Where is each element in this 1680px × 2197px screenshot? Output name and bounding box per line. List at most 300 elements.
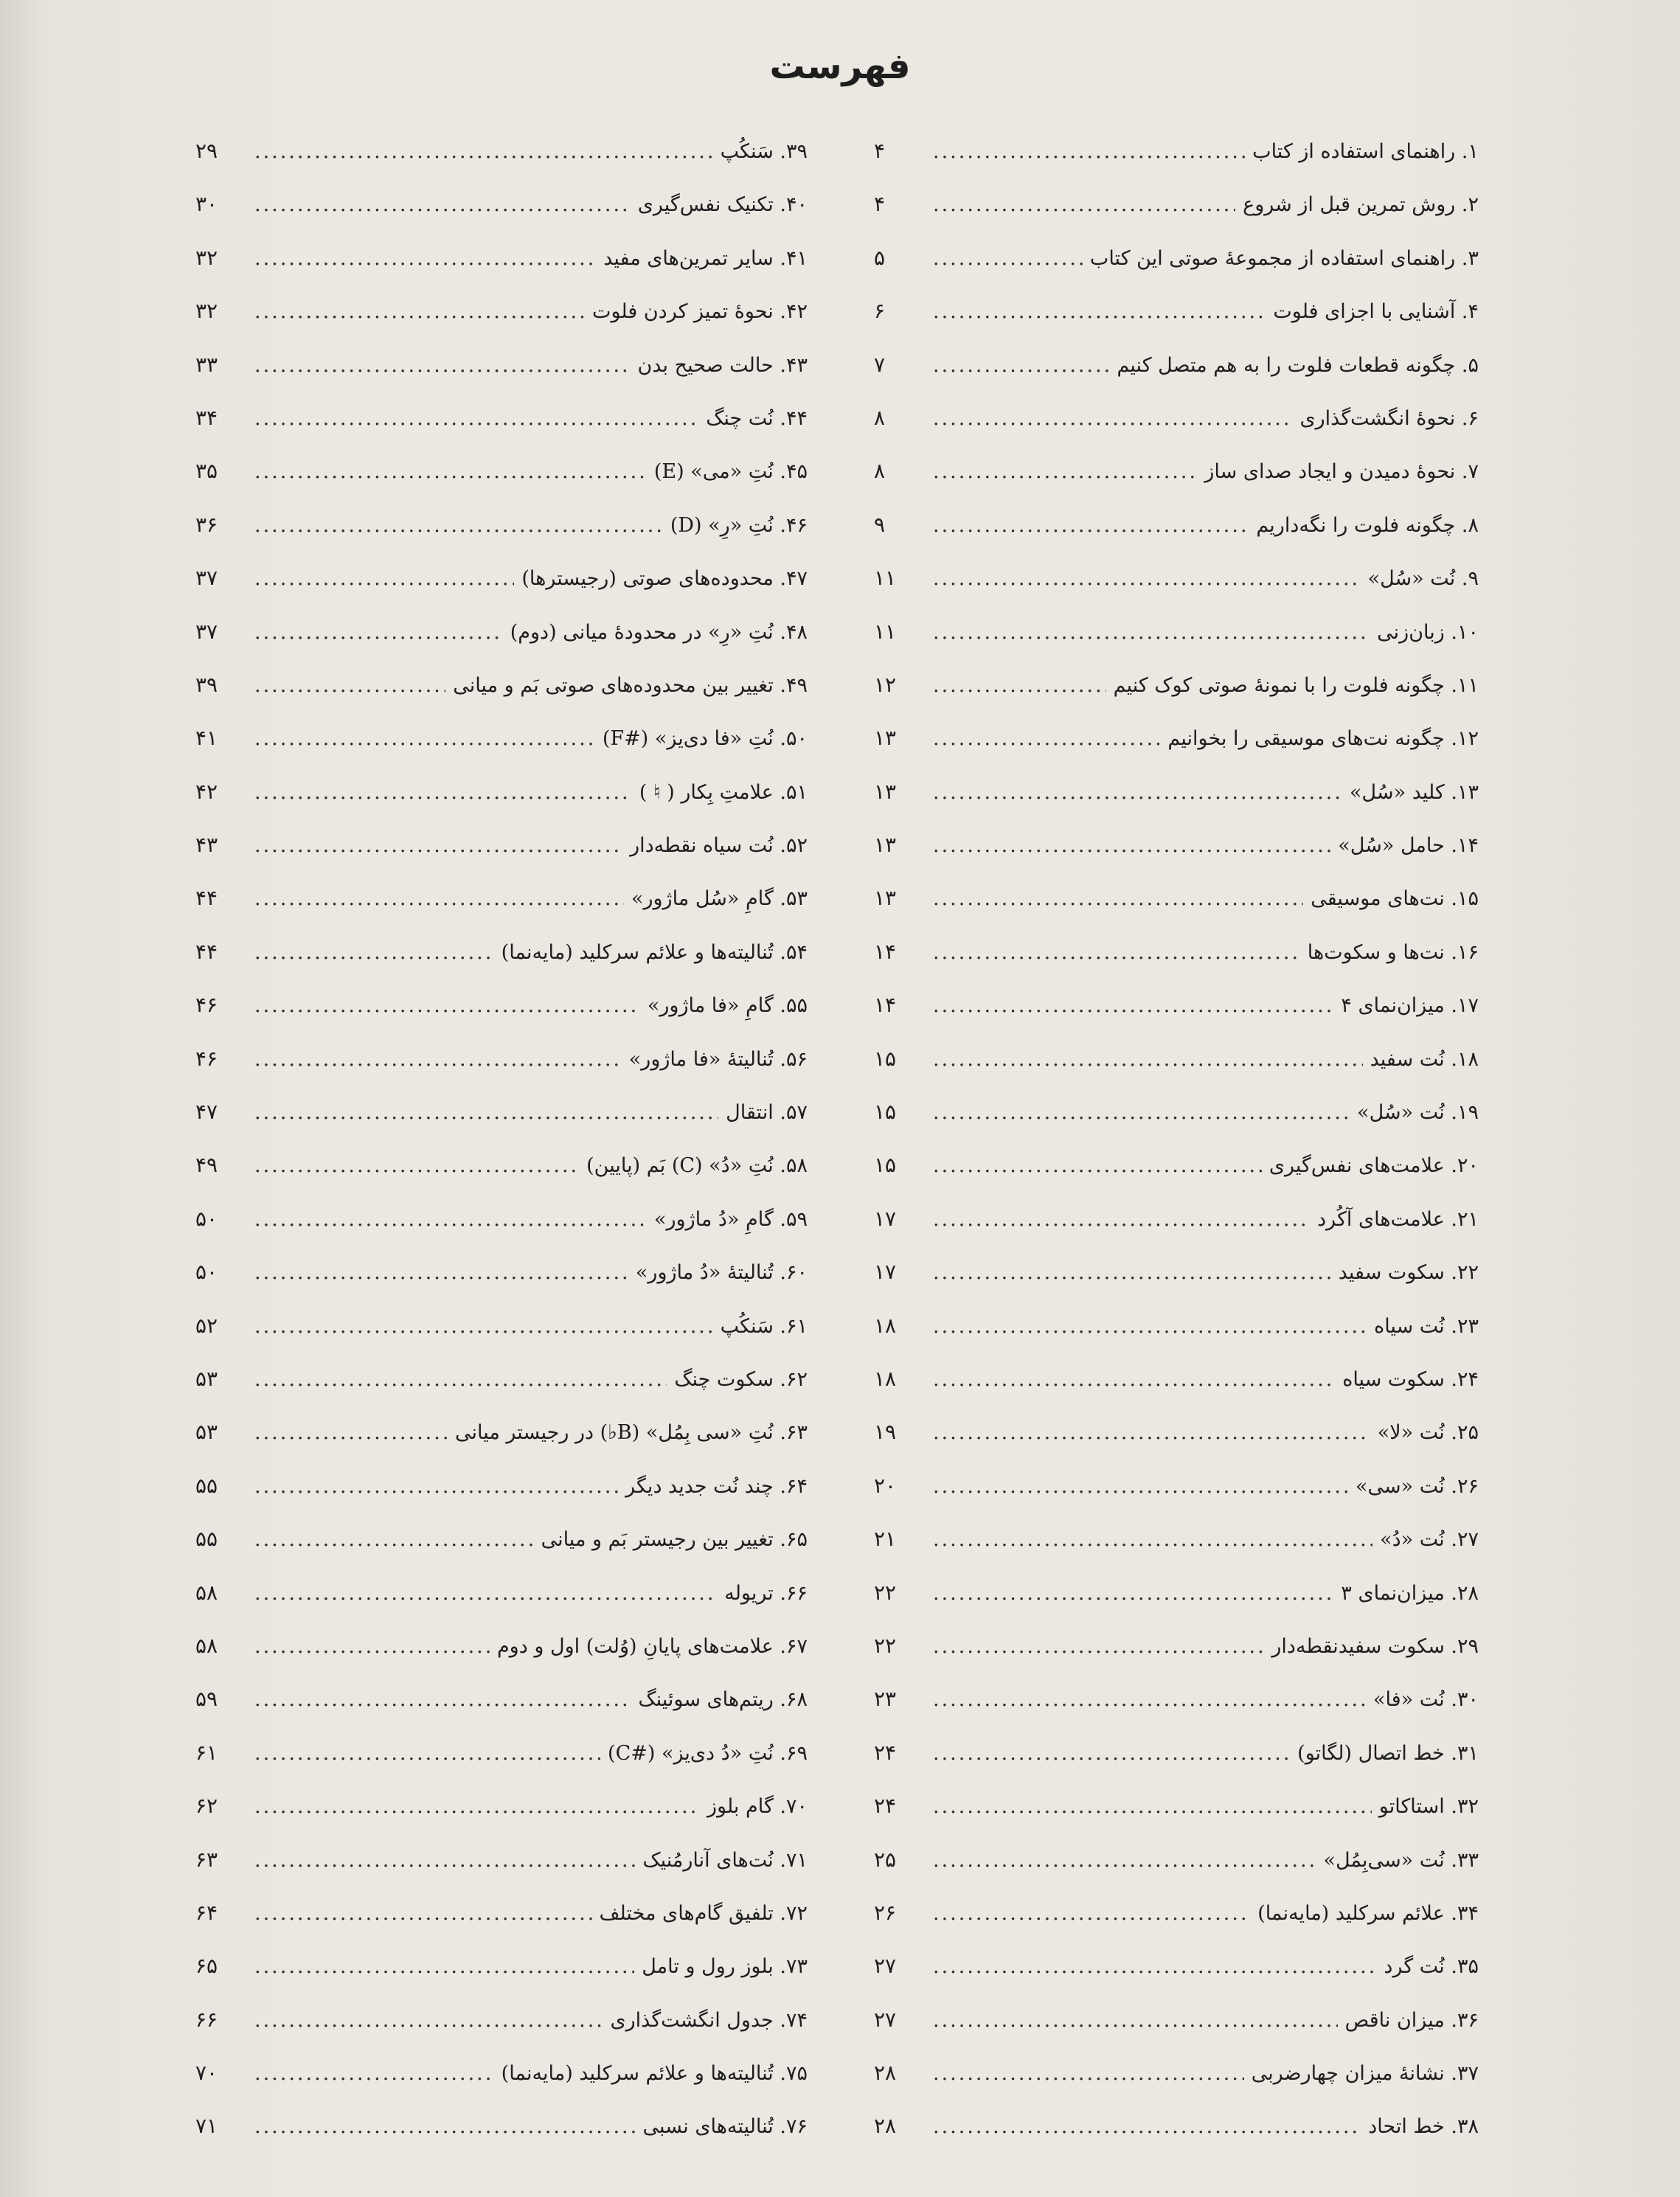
dot-leader xyxy=(254,514,663,537)
toc-entry xyxy=(195,1687,808,1740)
toc-entry xyxy=(195,1420,808,1473)
toc-entry-title: ۳۵. نُت گرد xyxy=(1384,1955,1479,1979)
toc-entry-title: ۶۱. سَنکُپ xyxy=(720,1314,808,1338)
toc-entry-page: ۳۲ xyxy=(195,299,218,324)
dot-leader xyxy=(254,1688,631,1711)
toc-entry-title: ۸. چگونه فلوت را نگه‌داریم xyxy=(1256,513,1479,537)
toc-entry-page: ۳۷ xyxy=(195,566,218,591)
toc-entry xyxy=(195,139,808,192)
dot-leader xyxy=(933,941,1300,964)
dot-leader xyxy=(254,193,631,216)
toc-entry xyxy=(874,1100,1479,1153)
dot-leader xyxy=(933,887,1303,910)
toc-entry-page: ۴۲ xyxy=(195,779,218,804)
toc-entry xyxy=(874,513,1479,566)
dot-leader xyxy=(254,567,514,590)
toc-entry-title: ۵۹. گامِ «دُ ماژور» xyxy=(653,1207,808,1231)
toc-entry xyxy=(874,1474,1479,1527)
toc-entry-page: ۴۶ xyxy=(195,1046,218,1071)
dot-leader xyxy=(933,727,1160,750)
toc-entry-page: ۶۱ xyxy=(195,1740,218,1765)
toc-entry xyxy=(195,1740,808,1794)
toc-entry-page: ۵۵ xyxy=(195,1527,218,1552)
dot-leader xyxy=(254,1261,628,1284)
toc-entry xyxy=(874,299,1479,352)
toc-entry-page: ۲۹ xyxy=(195,139,218,163)
toc-entry-page: ۱۱ xyxy=(874,619,897,644)
toc-entry-page: ۲۲ xyxy=(874,1633,897,1658)
dot-leader xyxy=(254,1475,618,1498)
toc-entry xyxy=(195,940,808,993)
toc-entry xyxy=(195,1527,808,1580)
toc-entry-title: ۱۹. نُت «سُل» xyxy=(1357,1101,1479,1125)
toc-entry xyxy=(195,1153,808,1206)
toc-entry-title: ۶۶. تریوله xyxy=(724,1581,808,1605)
toc-entry xyxy=(874,1634,1479,1687)
toc-entry-page: ۲۴ xyxy=(874,1740,897,1765)
toc-entry-title: ۷۲. تلفیق گام‌های مختلف xyxy=(599,1901,808,1925)
toc-entry-title: ۵۵. گامِ «فا ماژور» xyxy=(647,994,808,1018)
toc-entry xyxy=(195,1260,808,1313)
toc-entry-title: ۷۵. تُنالیته‌ها و علائم سرکلید (مایه‌نما) xyxy=(501,2062,808,2086)
dot-leader xyxy=(254,1742,600,1765)
toc-entry-page: ۴۴ xyxy=(195,939,218,964)
toc-entry xyxy=(874,192,1479,245)
toc-entry-title: ۷۴. جدول انگشت‌گذاری xyxy=(610,2008,808,2032)
toc-entry-title: ۲۶. نُت «سی» xyxy=(1356,1474,1479,1498)
toc-entry-page: ۱۵ xyxy=(874,1100,897,1125)
dot-leader xyxy=(933,1475,1348,1498)
toc-entry xyxy=(874,1740,1479,1794)
dot-leader xyxy=(254,1048,622,1071)
dot-leader xyxy=(933,1849,1316,1872)
toc-entry-title: ۴۴. نُت چنگ xyxy=(706,406,808,430)
toc-entry-title: ۲۱. علامت‌های آکُرد xyxy=(1317,1207,1479,1231)
toc-entry-page: ۲۸ xyxy=(874,2061,897,2086)
toc-entry-page: ۷۰ xyxy=(195,2061,218,2086)
toc-entry-page: ۱۴ xyxy=(874,993,897,1018)
toc-entry xyxy=(874,1527,1479,1580)
toc-entry-title: ۷۱. نُت‌های آنارمُنیک xyxy=(642,1848,808,1872)
toc-entry-title: ۶۴. چند نُت جدید دیگر xyxy=(625,1474,808,1498)
toc-entry xyxy=(874,566,1479,619)
toc-entry xyxy=(195,1100,808,1153)
toc-entry-title: ۱۶. نت‌ها و سکوت‌ها xyxy=(1307,940,1479,964)
toc-entry-title: ۴۳. حالت صحیح بدن xyxy=(637,353,808,377)
toc-entry-page: ۲۷ xyxy=(874,2007,897,2032)
toc-entry xyxy=(874,1047,1479,1100)
dot-leader xyxy=(933,407,1292,430)
toc-entry-page: ۲۱ xyxy=(874,1527,897,1552)
toc-entry-page: ۲۸ xyxy=(874,2114,897,2139)
toc-entry-title: ۳۰. نُت «فا» xyxy=(1373,1688,1479,1712)
dot-leader xyxy=(933,354,1109,377)
toc-entry-page: ۶ xyxy=(874,299,886,324)
dot-leader xyxy=(933,1742,1290,1765)
dot-leader xyxy=(933,834,1330,857)
toc-entry-page: ۱۳ xyxy=(874,886,897,911)
toc-entry-title: ۳۴. علائم سرکلید (مایه‌نما) xyxy=(1257,1901,1479,1925)
dot-leader xyxy=(254,727,595,750)
dot-leader xyxy=(933,460,1197,483)
toc-entry xyxy=(874,886,1479,939)
dot-leader xyxy=(933,1261,1331,1284)
toc-entry xyxy=(195,1847,808,1901)
toc-entry-title: ۱۳. کلید «سُل» xyxy=(1350,780,1479,804)
toc-entry-page: ۲۴ xyxy=(874,1794,897,1819)
dot-leader xyxy=(254,2009,603,2032)
toc-entry-title: ۶۷. علامت‌های پایانِ (وُلت) اول و دوم xyxy=(496,1634,808,1658)
toc-entry-title: ۲. روش تمرین قبل از شروع xyxy=(1243,193,1479,217)
dot-leader xyxy=(254,781,632,804)
dot-leader xyxy=(254,1528,534,1551)
toc-left-column xyxy=(195,139,808,2168)
dot-leader xyxy=(933,247,1083,270)
toc-entry-page: ۵۰ xyxy=(195,1206,218,1231)
toc-entry-title: ۱۱. چگونه فلوت را با نمونهٔ صوتی کوک کنیم xyxy=(1113,673,1479,697)
toc-entry-page: ۲۲ xyxy=(874,1580,897,1605)
toc-entry-title: ۴۰. تکنیک نفس‌گیری xyxy=(637,193,808,217)
toc-entry xyxy=(874,1687,1479,1740)
dot-leader xyxy=(254,140,713,163)
toc-entry xyxy=(874,1580,1479,1634)
toc-entry-title: ۴۹. تغییر بین محدوده‌های صوتی بَم و میانی xyxy=(453,673,808,697)
toc-entry-page: ۴۴ xyxy=(195,886,218,911)
toc-entry-title: ۷۶. تُنالیته‌های نسبی xyxy=(642,2115,808,2139)
toc-entry-title: ۴۷. محدوده‌های صوتی (رجیسترها) xyxy=(521,567,808,591)
dot-leader xyxy=(254,1955,634,1978)
toc-entry-page: ۶۴ xyxy=(195,1900,218,1925)
toc-entry-title: ۳. راهنمای استفاده از مجموعهٔ صوتی این کتاب xyxy=(1089,246,1479,270)
toc-entry xyxy=(874,1207,1479,1260)
toc-entry-page: ۴ xyxy=(874,139,886,163)
toc-entry-title: ۲۲. سکوت سفید xyxy=(1338,1261,1479,1285)
dot-leader xyxy=(933,994,1333,1017)
dot-leader xyxy=(254,1315,713,1338)
toc-entry xyxy=(874,2007,1479,2061)
toc-entry-page: ۳۳ xyxy=(195,352,218,377)
dot-leader xyxy=(254,621,503,644)
dot-leader xyxy=(933,1795,1372,1818)
toc-entry-page: ۴۶ xyxy=(195,993,218,1018)
toc-entry-title: ۶۵. تغییر بین رجیستر بَم و میانی xyxy=(541,1528,808,1552)
toc-entry xyxy=(195,406,808,459)
dot-leader xyxy=(933,1421,1370,1444)
toc-entry-page: ۸ xyxy=(874,405,886,430)
dot-leader xyxy=(933,621,1370,644)
toc-entry xyxy=(874,780,1479,833)
toc-entry xyxy=(874,1794,1479,1847)
dot-leader xyxy=(933,1688,1366,1711)
toc-entry-title: ۴. آشنایی با اجزای فلوت xyxy=(1273,300,1479,324)
toc-entry-page: ۳۷ xyxy=(195,619,218,644)
toc-entry-title: ۶۲. سکوت چنگ xyxy=(674,1367,808,1391)
toc-entry-page: ۱۷ xyxy=(874,1260,897,1285)
toc-entry-page: ۴ xyxy=(874,192,886,217)
dot-leader xyxy=(254,354,631,377)
toc-entry xyxy=(874,459,1479,512)
toc-entry xyxy=(874,1847,1479,1901)
toc-entry xyxy=(874,139,1479,192)
toc-entry-page: ۲۵ xyxy=(874,1847,897,1872)
dot-leader xyxy=(254,941,494,964)
toc-entry-title: ۳۲. استاکاتو xyxy=(1378,1795,1479,1819)
toc-entry-title: ۳۳. نُت «سی‌بِمُل» xyxy=(1323,1848,1479,1872)
dot-leader xyxy=(933,2062,1244,2085)
dot-leader xyxy=(254,407,698,430)
toc-entry-title: ۲۰. علامت‌های نفس‌گیری xyxy=(1268,1154,1479,1178)
toc-entry xyxy=(874,726,1479,779)
toc-entry xyxy=(195,1367,808,1420)
toc-entry-page: ۱۱ xyxy=(874,566,897,591)
toc-entry xyxy=(874,353,1479,406)
toc-entry-page: ۴۳ xyxy=(195,833,218,858)
dot-leader xyxy=(933,300,1266,323)
toc-entry xyxy=(874,993,1479,1046)
toc-entry-title: ۴۵. نُتِ «می» (E) xyxy=(653,460,808,484)
toc-entry-title: ۷۰. گام بلوز xyxy=(707,1795,808,1819)
toc-entry-page: ۱۵ xyxy=(874,1153,897,1178)
dot-leader xyxy=(254,1101,718,1124)
toc-entry xyxy=(195,192,808,245)
dot-leader xyxy=(933,781,1342,804)
dot-leader xyxy=(933,1154,1262,1177)
toc-entry-page: ۷۱ xyxy=(195,2114,218,2139)
dot-leader xyxy=(933,1208,1310,1231)
dot-leader xyxy=(933,514,1249,537)
toc-entry-title: ۵۸. نُتِ «دُ» (C) بَم (پایین) xyxy=(586,1154,808,1178)
dot-leader xyxy=(933,1955,1376,1978)
dot-leader xyxy=(254,1795,700,1818)
toc-entry-page: ۳۲ xyxy=(195,245,218,270)
dot-leader xyxy=(254,1902,592,1925)
toc-entry xyxy=(195,353,808,406)
toc-entry-title: ۷۳. بلوز رول و تامل xyxy=(642,1955,808,1979)
toc-entry-page: ۱۳ xyxy=(874,779,897,804)
toc-entry xyxy=(195,2061,808,2114)
toc-entry-page: ۵ xyxy=(874,245,886,270)
toc-entry-title: ۱۰. زبان‌زنی xyxy=(1377,620,1479,644)
toc-entry-page: ۵۳ xyxy=(195,1420,218,1445)
dot-leader xyxy=(933,1048,1363,1071)
dot-leader xyxy=(254,994,640,1017)
toc-entry-page: ۴۱ xyxy=(195,726,218,751)
toc-entry-page: ۵۰ xyxy=(195,1260,218,1285)
toc-entry xyxy=(874,246,1479,299)
toc-entry xyxy=(874,1954,1479,2007)
toc-entry-title: ۳۹. سَنکُپ xyxy=(720,140,808,163)
toc-entry xyxy=(195,1901,808,1954)
toc-entry-title: ۷. نحوهٔ دمیدن و ایجاد صدای ساز xyxy=(1204,460,1479,484)
toc-entry-title: ۲۵. نُت «لا» xyxy=(1377,1421,1479,1445)
toc-entry xyxy=(874,673,1479,726)
toc-entry-title: ۴۶. نُتِ «رِ» (D) xyxy=(670,513,808,537)
toc-entry-page: ۱۲ xyxy=(874,672,897,697)
dot-leader xyxy=(933,1528,1372,1551)
toc-entry xyxy=(195,459,808,512)
toc-entry xyxy=(195,299,808,352)
toc-entry xyxy=(195,833,808,886)
toc-entry xyxy=(874,2114,1479,2167)
toc-entry-page: ۶۶ xyxy=(195,2007,218,2032)
toc-entry-title: ۲۴. سکوت سیاه xyxy=(1342,1367,1479,1391)
toc-entry-title: ۵۲. نُت سیاه نقطه‌دار xyxy=(630,834,808,858)
toc-entry-page: ۱۹ xyxy=(874,1420,897,1445)
dot-leader xyxy=(254,834,622,857)
dot-leader xyxy=(254,1208,647,1231)
toc-entry-title: ۱۸. نُت سفید xyxy=(1370,1047,1479,1071)
toc-entry xyxy=(195,566,808,619)
toc-entry xyxy=(874,2061,1479,2114)
dot-leader xyxy=(933,1902,1250,1925)
toc-entry-page: ۵۹ xyxy=(195,1687,218,1712)
toc-entry-page: ۷ xyxy=(874,352,886,377)
toc-entry xyxy=(874,1420,1479,1473)
toc-entry xyxy=(195,673,808,726)
dot-leader xyxy=(933,2009,1338,2032)
dot-leader xyxy=(933,140,1245,163)
toc-entry-page: ۲۷ xyxy=(874,1954,897,1979)
toc-entry-title: ۳۸. خط اتحاد xyxy=(1368,2115,1479,2139)
toc-entry xyxy=(195,886,808,939)
toc-entry-title: ۲۷. نُت «دُ» xyxy=(1380,1528,1479,1552)
toc-entry-title: ۱۴. حامل «سُل» xyxy=(1338,834,1479,858)
toc-entry xyxy=(195,1794,808,1847)
toc-entry-title: ۳۱. خط اتصال (لگاتو) xyxy=(1297,1741,1479,1765)
toc-entry-title: ۵. چگونه قطعات فلوت را به هم متصل کنیم xyxy=(1117,353,1479,377)
toc-entry xyxy=(874,1153,1479,1206)
dot-leader xyxy=(254,674,445,697)
toc-entry-title: ۳۷. نشانهٔ میزان چهارضربی xyxy=(1251,2062,1479,2086)
dot-leader xyxy=(254,247,596,270)
dot-leader xyxy=(933,1315,1367,1338)
toc-entry-page: ۴۷ xyxy=(195,1100,218,1125)
dot-leader xyxy=(933,2115,1361,2138)
toc-entry-page: ۹ xyxy=(874,512,886,537)
toc-entry-title: ۶۹. نُتِ «دُ دی‌یز» (#C) xyxy=(608,1741,808,1765)
toc-entry xyxy=(195,993,808,1046)
toc-entry-title: ۹. نُت «سُل» xyxy=(1367,567,1479,591)
toc-entry-page: ۶۵ xyxy=(195,1954,218,1979)
dot-leader xyxy=(254,1582,717,1605)
toc-entry-page: ۱۸ xyxy=(874,1366,897,1391)
toc-entry xyxy=(874,1367,1479,1420)
toc-entry xyxy=(195,246,808,299)
toc-entry-page: ۵۲ xyxy=(195,1313,218,1338)
toc-entry-page: ۶۲ xyxy=(195,1794,218,1819)
toc-entry-page: ۲۰ xyxy=(874,1473,897,1498)
toc-entry-title: ۶. نحوهٔ انگشت‌گذاری xyxy=(1299,406,1479,430)
dot-leader xyxy=(933,1635,1264,1658)
dot-leader xyxy=(933,567,1361,590)
toc-entry-page: ۲۳ xyxy=(874,1687,897,1712)
toc-entry-title: ۱. راهنمای استفاده از کتاب xyxy=(1252,140,1479,163)
toc-entry-title: ۶۰. تُنالیتهٔ «دُ ماژور» xyxy=(635,1261,808,1285)
toc-entry-title: ۵۱. علامتِ بِکار ( ♮ ) xyxy=(639,780,808,804)
toc-entry-page: ۴۹ xyxy=(195,1153,218,1178)
page-title: فهرست xyxy=(769,46,911,87)
toc-entry xyxy=(195,1580,808,1634)
toc-entry-page: ۱۷ xyxy=(874,1206,897,1231)
toc-entry-page: ۵۸ xyxy=(195,1580,218,1605)
dot-leader xyxy=(254,887,624,910)
toc-entry xyxy=(195,513,808,566)
dot-leader xyxy=(254,1635,490,1658)
toc-entry xyxy=(195,1047,808,1100)
toc-entry xyxy=(195,726,808,779)
toc-entry-page: ۳۴ xyxy=(195,405,218,430)
toc-entry xyxy=(195,1634,808,1687)
dot-leader xyxy=(254,1154,579,1177)
toc-entry-title: ۲۳. نُت سیاه xyxy=(1374,1314,1479,1338)
toc-entry-page: ۱۸ xyxy=(874,1313,897,1338)
toc-entry-page: ۲۶ xyxy=(874,1900,897,1925)
toc-entry-title: ۴۲. نحوهٔ تمیز کردن فلوت xyxy=(592,300,808,324)
toc-entry-page: ۱۳ xyxy=(874,726,897,751)
toc-entry-title: ۱۵. نت‌های موسیقی xyxy=(1311,887,1479,911)
toc-entry-page: ۱۵ xyxy=(874,1046,897,1071)
toc-entry xyxy=(874,1901,1479,1954)
toc-entry xyxy=(195,1207,808,1260)
toc-entry-page: ۳۵ xyxy=(195,459,218,484)
dot-leader xyxy=(254,1849,635,1872)
toc-entry xyxy=(195,2114,808,2167)
toc-entry-title: ۵۰. نُتِ «فا دی‌یز» (#F) xyxy=(602,727,808,751)
toc-entry-page: ۳۶ xyxy=(195,512,218,537)
toc-entry-title: ۴۱. سایر تمرین‌های مفید xyxy=(603,246,808,270)
dot-leader xyxy=(254,300,585,323)
dot-leader xyxy=(254,2115,636,2138)
toc-entry-title: ۵۶. تُنالیتهٔ «فا ماژور» xyxy=(628,1047,808,1071)
dot-leader xyxy=(254,1421,448,1444)
toc-entry-page: ۸ xyxy=(874,459,886,484)
toc-entry-page: ۱۴ xyxy=(874,939,897,964)
dot-leader xyxy=(254,460,647,483)
toc-entry-page: ۵۳ xyxy=(195,1366,218,1391)
dot-leader xyxy=(933,1368,1335,1391)
toc-entry-title: ۲۹. سکوت سفیدنقطه‌دار xyxy=(1271,1634,1479,1658)
dot-leader xyxy=(933,193,1235,216)
toc-entry-title: ۵۳. گامِ «سُل ماژور» xyxy=(631,887,808,911)
toc-entry xyxy=(195,1474,808,1527)
toc-entry xyxy=(195,2007,808,2061)
toc-entry-title: ۶۳. نُتِ «سی بِمُل» (B♭) در رجیستر میانی xyxy=(454,1421,808,1445)
toc-entry xyxy=(195,1313,808,1367)
toc-entry-title: ۵۷. انتقال xyxy=(726,1101,808,1125)
toc-entry-page: ۳۹ xyxy=(195,672,218,697)
dot-leader xyxy=(933,1101,1350,1124)
toc-entry xyxy=(874,833,1479,886)
dot-leader xyxy=(254,2062,494,2085)
dot-leader xyxy=(933,1582,1333,1605)
toc-entry-title: ۱۲. چگونه نت‌های موسیقی را بخوانیم xyxy=(1167,727,1479,751)
dot-leader xyxy=(933,674,1106,697)
toc-entry-page: ۵۵ xyxy=(195,1473,218,1498)
toc-entry xyxy=(874,406,1479,459)
dot-leader xyxy=(254,1368,667,1391)
toc-entry-page: ۳۰ xyxy=(195,192,218,217)
toc-entry-title: ۱۷. میزان‌نمای ۴ xyxy=(1341,994,1479,1018)
toc-entry-page: ۶۳ xyxy=(195,1847,218,1872)
toc-entry-title: ۲۸. میزان‌نمای ۳ xyxy=(1341,1581,1479,1605)
toc-entry-title: ۴۸. نُتِ «رِ» در محدودهٔ میانی (دوم) xyxy=(510,620,808,644)
toc-entry-page: ۵۸ xyxy=(195,1633,218,1658)
toc-entry-page: ۱۳ xyxy=(874,833,897,858)
toc-entry xyxy=(874,1313,1479,1367)
toc-entry xyxy=(195,780,808,833)
toc-entry xyxy=(874,1260,1479,1313)
toc-entry xyxy=(874,940,1479,993)
